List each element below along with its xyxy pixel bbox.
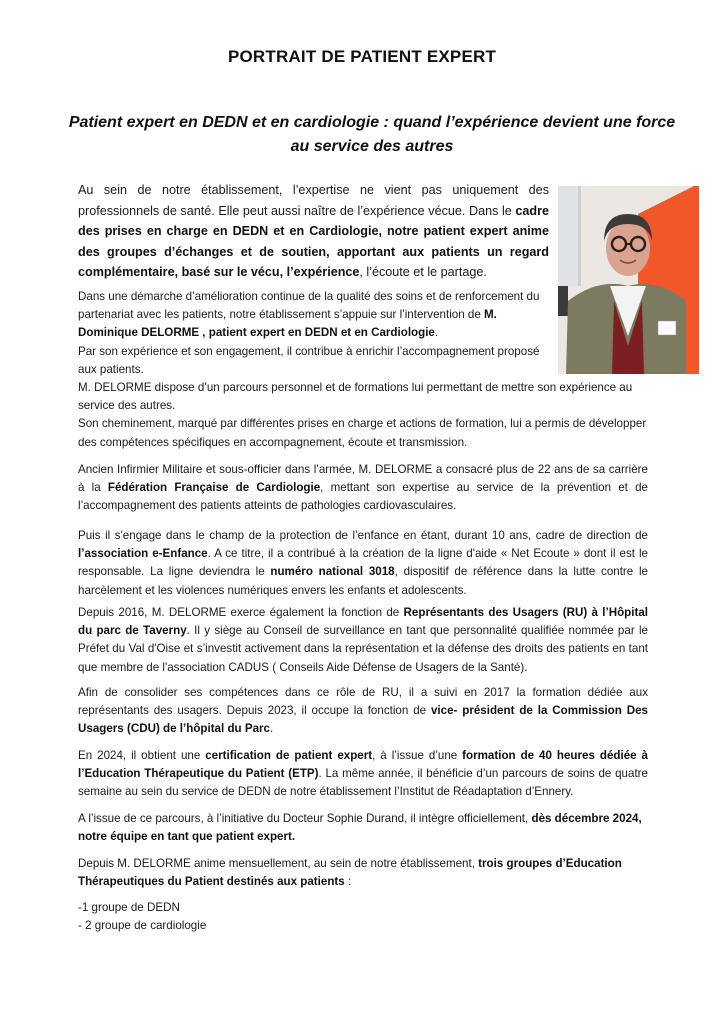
- paragraph-groupes: Depuis M. DELORME anime mensuellement, au sein de notre établissement, trois groupes d’Education Thérapeutiques du Patient destinés aux patients :: [78, 857, 622, 889]
- intro-paragraph: Au sein de notre établissement, l’expertise ne vient pas uniquement des professionnels de santé. Elle peut aussi naître de l’expérience vécue. Dans le cadre des prises en charge en DEDN et en Cardiologie, notre patient expert anime des groupes d’échanges et de soutien, apportant aux patients un regard complémentaire, basé sur le vécu, l’expérience, l’écoute et le partage.: [78, 183, 549, 279]
- paragraph-integration: A l’issue de ce parcours, à l’initiative du Docteur Sophie Durand, il intègre officiellement, dès décembre 2024, notre équipe en tant que patient expert.: [78, 812, 642, 844]
- paragraph-certification: En 2024, il obtient une certification de patient expert, à l’issue d’une formation de 40 heures dédiée à l’Education Thérapeutique du Patient (ETP). La même année, il bénéficie d’un parcours de soins de quatre semaine au sein du service de DEDN de notre établissement l’Institut de Réadaptation d’Ennery.: [78, 749, 648, 799]
- portrait-image: [558, 186, 699, 374]
- list-item-dedn: -1 groupe de DEDN: [78, 901, 180, 914]
- paragraph-e-enfance: Puis il s'engage dans le champ de la protection de l’enfance en étant, durant 10 ans, cadre de direction de l’association e-Enfance. A ce titre, il a contribué à la création de la ligne d'aide « Net Ecoute » dont il est le responsable. La ligne deviendra le numéro national 3018, dispositif de référence dans la lutte contre le harcèlement et les violences numériques envers les enfants et adolescents.: [78, 529, 648, 597]
- page-title: PORTRAIT DE PATIENT EXPERT: [227, 47, 497, 66]
- paragraph-parcours: M. DELORME dispose d’un parcours personnel et de formations lui permettant de mettre son expérience au service des autres. Son cheminement, marqué par différentes prises en charge et actions de formation, lui a permis de développer des compétences spécifiques en accompagnement, écoute et transmission.: [78, 381, 647, 449]
- patient-portrait-photo: [558, 186, 699, 374]
- list-item-cardiologie: - 2 groupe de cardiologie: [78, 919, 207, 933]
- paragraph-carriere: Ancien Infirmier Militaire et sous-officier dans l’armée, M. DELORME a consacré plus de 22 ans de sa carrière à la Fédération Française de Cardiologie, mettant son expertise au service de la prévention et de l’accompagnement des patients atteints de pathologies cardiovasculaires.: [78, 463, 648, 513]
- page-subtitle: Patient expert en DEDN et en cardiologie : quand l’expérience devient une force au service des autres: [68, 114, 676, 155]
- paragraph-cdu: Afin de consolider ses compétences dans ce rôle de RU, il a suivi en 2017 la formation dédiée aux représentants des usagers. Depuis 2023, il occupe la fonction de vice- président de la Commission Des Usagers (CDU) de l’hôpital du Parc.: [78, 686, 648, 736]
- paragraph-intervention: Dans une démarche d’amélioration continue de la qualité des soins et de renforcement du partenariat avec les patients, notre établissement s’appuie sur l’intervention de M. Dominique DELORME , patient expert en DEDN et en Cardiologie. Par son expérience et son engagement, il contribue à enrichir l’accompagnement proposé aux patients.: [78, 290, 540, 376]
- groups-list: [78, 899, 378, 935]
- paragraph-representant-usagers: Depuis 2016, M. DELORME exerce également la fonction de Représentants des Usagers (RU) à l’Hôpital du parc de Taverny. Il y siège au Conseil de surveillance en tant que personnalité qualifiée nommée par le Préfet du Val d'Oise et s’investit activement dans la représentation et la défense des droits des patients en tant que membre de l'association CADUS ( Conseils Aide Défense de Usagers de la Santé).: [78, 606, 648, 674]
